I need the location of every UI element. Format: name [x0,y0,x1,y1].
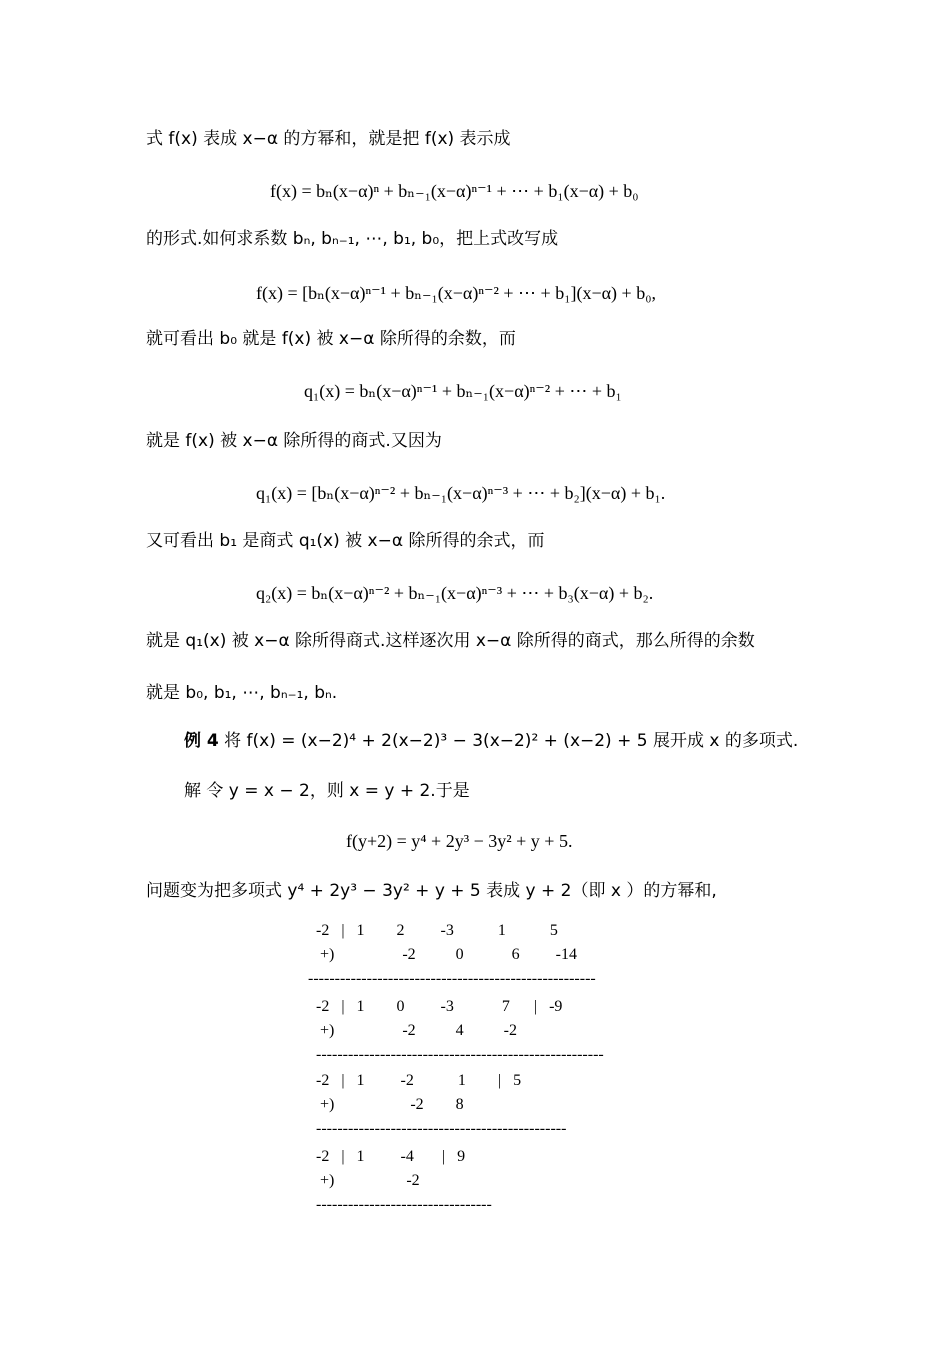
division-row: -2 | 1 0 -3 7 | -9 [316,998,563,1015]
division-row: +) -2 0 6 -14 [316,946,578,963]
division-row: +) -2 [316,1172,420,1189]
division-row: -2 | 1 -2 1 | 5 [316,1072,522,1089]
text-line-8: 问题变为把多项式 y⁴ + 2y³ − 3y² + y + 5 表成 y + 2（即 x ）的方幂和, [146,881,717,901]
text-line-6: 就是 q₁(x) 被 x−α 除所得商式.这样逐次用 x−α 除所得的商式，那么所得的余数 [146,631,755,651]
equation-4: q₁(x) = [bₙ(x−α)ⁿ⁻² + bₙ₋₁(x−α)ⁿ⁻³ + ⋯ + b₂](x−α) + b₁. [256,483,666,503]
text-line-4: 就是 f(x) 被 x−α 除所得的商式.又因为 [146,431,442,451]
division-rule: --------------------------------- [316,1196,492,1213]
text-line-3: 就可看出 b₀ 就是 f(x) 被 x−α 除所得的余数，而 [146,329,516,349]
division-row: +) -2 4 -2 [316,1022,518,1039]
equation-2: f(x) = [bₙ(x−α)ⁿ⁻¹ + bₙ₋₁(x−α)ⁿ⁻² + ⋯ + b₁](x−α) + b₀, [256,283,656,303]
text-line-1: 式 f(x) 表成 x−α 的方幂和，就是把 f(x) 表示成 [146,129,511,149]
example-text: 将 f(x) = (x−2)⁴ + 2(x−2)³ − 3(x−2)² + (x−2) + 5 展开成 x 的多项式. [224,731,799,751]
example-4 [184,730,798,752]
solution-line: 解 令 y = x − 2，则 x = y + 2.于是 [184,781,470,801]
division-rule: ------------------------------------------------------ [316,1046,604,1063]
equation-6: f(y+2) = y⁴ + 2y³ − 3y² + y + 5. [346,831,573,851]
text-line-2: 的形式.如何求系数 bₙ, bₙ₋₁, ⋯, b₁, b₀，把上式改写成 [146,229,559,249]
text-line-7: 就是 b₀, b₁, ⋯, bₙ₋₁, bₙ. [146,683,338,703]
equation-5: q₂(x) = bₙ(x−α)ⁿ⁻² + bₙ₋₁(x−α)ⁿ⁻³ + ⋯ + b₃(x−α) + b₂. [256,583,654,603]
equation-1: f(x) = bₙ(x−α)ⁿ + bₙ₋₁(x−α)ⁿ⁻¹ + ⋯ + b₁(x−α) + b₀ [270,181,639,201]
text-line-5: 又可看出 b₁ 是商式 q₁(x) 被 x−α 除所得的余式，而 [146,531,545,551]
division-row: -2 | 1 -4 | 9 [316,1148,466,1165]
division-row: +) -2 8 [316,1096,464,1113]
division-rule: ------------------------------------------------------ [308,970,596,987]
division-row: -2 | 1 2 -3 1 5 [316,922,558,939]
equation-3: q₁(x) = bₙ(x−α)ⁿ⁻¹ + bₙ₋₁(x−α)ⁿ⁻² + ⋯ + b₁ [304,381,622,401]
example-label: 例 4 [184,731,219,751]
division-rule: ----------------------------------------------- [316,1120,567,1137]
